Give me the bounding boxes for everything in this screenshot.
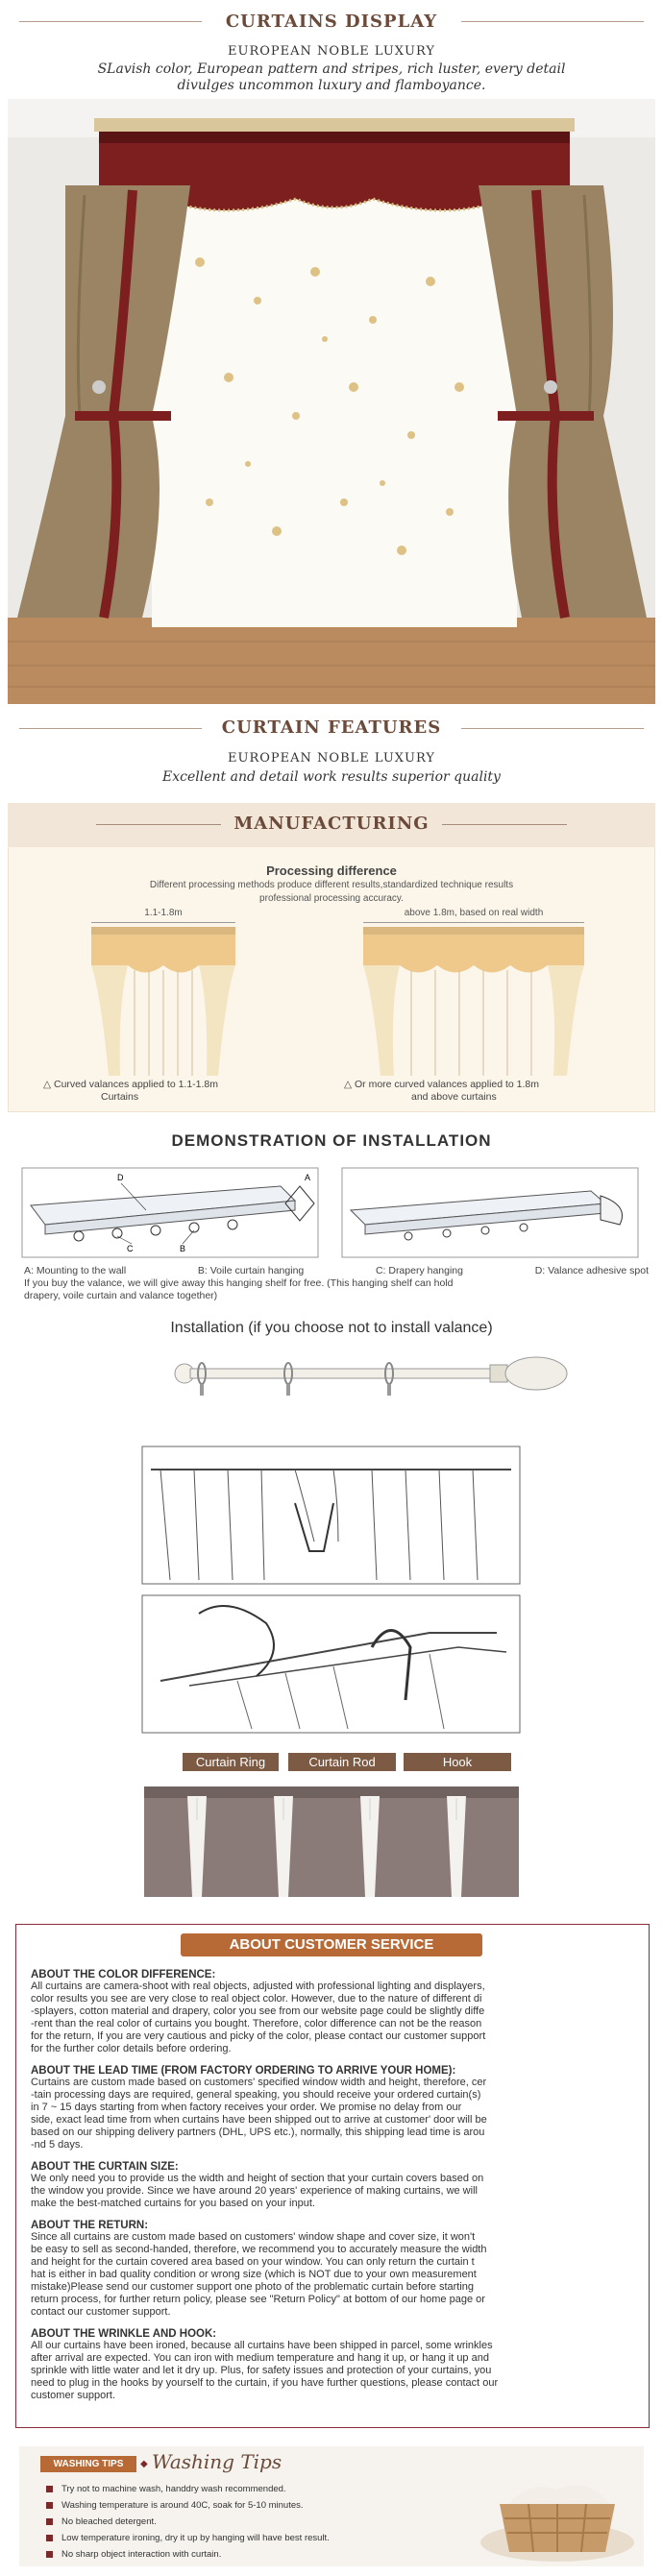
section-line: based on our shipping delivery partners (DHL, UPS etc.), normally, this shipping lead time is arou — [31, 2126, 485, 2138]
section-line: Curtains are custom made based on customers' specified window width and height, therefore, cer — [31, 2077, 487, 2088]
display-desc-2: divulges uncommon luxury and flamboyance. — [177, 78, 486, 93]
right-note — [344, 1079, 632, 1104]
section-heading: ABOUT THE LEAD TIME (FROM FACTORY ORDERING TO ARRIVE YOUR HOME): — [31, 2065, 456, 2077]
diagram-letter-b: B — [180, 1244, 186, 1253]
return-section — [31, 2220, 641, 2319]
right-note-line1: Or more curved valances applied to 1.8m — [355, 1079, 540, 1090]
section-line: for the further color details before ordering. — [31, 2043, 232, 2054]
section-line: be easy to sell as second-handed, therefore, we recommend you to accurately measure the width — [31, 2244, 487, 2255]
bullet-icon — [46, 2535, 53, 2541]
label-hook: Hook — [404, 1753, 511, 1771]
section-line: -nd 5 days. — [31, 2139, 84, 2151]
section-line: Since all curtains are custom made based on customers' window shape and cover size, it won't — [31, 2231, 476, 2243]
section-line: side, exact lead time from when curtains have been shipped out to arrive at customer' door will be — [31, 2114, 487, 2126]
left-note — [43, 1079, 293, 1104]
section-line: contact our customer support. — [31, 2306, 171, 2318]
list-item — [46, 2481, 450, 2497]
section-line: All our curtains have been ironed, because all curtains have been shipped in parcel, some wrinkles — [31, 2340, 493, 2351]
diagram-letter-d: D — [117, 1173, 124, 1182]
features-subtitle: EUROPEAN NOBLE LUXURY — [228, 751, 435, 766]
left-dimension: 1.1-1.8m — [144, 908, 183, 918]
triangle-icon: △ — [43, 1079, 52, 1090]
dimension-line — [91, 922, 235, 923]
bullet-icon — [46, 2502, 53, 2509]
diagram-letter-a: A — [305, 1173, 311, 1182]
large-valance-illustration — [363, 927, 584, 1076]
bullet-icon — [46, 2551, 53, 2558]
right-note-line2: and above curtains — [411, 1091, 497, 1103]
section-line: We only need you to provide us the width and height of section that your curtain covers based on — [31, 2173, 484, 2184]
section-line: -splayers, cotton material and drapery, color you see from our website page could be slightly diffe — [31, 2005, 485, 2017]
list-item — [46, 2546, 450, 2563]
installation-note-line1: If you buy the valance, we will give away this hanging shelf for free. (This hanging shelf can hold — [24, 1277, 454, 1289]
laundry-basket-image — [452, 2451, 644, 2566]
section-heading: ABOUT THE CURTAIN SIZE: — [31, 2161, 179, 2173]
caption-b: B: Voile curtain hanging — [197, 1265, 305, 1276]
manufacturing-title: MANUFACTURING — [233, 814, 430, 834]
section-line: color results you see are very close to real object color. However, due to the nature of different di — [31, 1993, 482, 2005]
section-line: return process, for further return policy, please see "Return Policy" at bottom of our home page or — [31, 2294, 485, 2305]
track-mount-diagram — [21, 1167, 319, 1258]
washing-tips-badge: WASHING TIPS — [40, 2456, 136, 2472]
processing-desc-2: professional processing accuracy. — [259, 893, 404, 904]
section-line: need to plug in the hooks by yourself to the curtain, if you have further questions, please contact our — [31, 2377, 499, 2389]
caption-c: C: Drapery hanging — [375, 1265, 463, 1276]
label-curtain-ring: Curtain Ring — [183, 1753, 279, 1771]
installation-title: DEMONSTRATION OF INSTALLATION — [171, 1131, 492, 1150]
small-valance-illustration — [91, 927, 235, 1076]
processing-desc-1: Different processing methods produce different results,standardized technique results — [149, 880, 514, 890]
curtain-hero-image — [8, 99, 655, 704]
pleat-fabric-illustration — [144, 1777, 519, 1897]
decor-icon: ◆ — [140, 2459, 148, 2469]
diagram-letter-c: C — [127, 1244, 134, 1253]
curtain-illustration — [8, 99, 655, 704]
list-item — [46, 2497, 450, 2514]
section-heading: ABOUT THE COLOR DIFFERENCE: — [31, 1969, 216, 1981]
processing-heading: Processing difference — [266, 863, 397, 878]
section-line: -tain processing days are required, general speaking, you should receive your ordered curtain(s) — [31, 2089, 481, 2101]
section-line: hat is either in bad quality condition or wrong size (which is NOT due to your own measurement — [31, 2269, 477, 2280]
display-desc-1: SLavish color, European pattern and stripes, rich luster, every detail — [97, 61, 566, 77]
list-item — [46, 2514, 450, 2530]
list-item — [46, 2530, 450, 2546]
tip-text: Washing temperature is around 40C, soak for 5-10 minutes. — [61, 2500, 304, 2511]
bullet-icon — [46, 2518, 53, 2525]
caption-d: D: Valance adhesive spot — [534, 1265, 649, 1276]
washing-tips-list — [46, 2481, 450, 2563]
curtain-rod-illustration — [173, 1349, 577, 1407]
section-line: customer support. — [31, 2390, 116, 2401]
right-dimension: above 1.8m, based on real width — [404, 908, 544, 918]
dimension-line — [363, 922, 584, 923]
display-title: CURTAINS DISPLAY — [225, 12, 438, 32]
left-note-line1: Curved valances applied to 1.1-1.8m — [54, 1079, 219, 1090]
bullet-icon — [46, 2486, 53, 2492]
section-line: -rent than the real color of curtains you bought. Therefore, color difference can not be the reason — [31, 2018, 482, 2029]
track-assembled-diagram — [341, 1167, 639, 1258]
installation-note — [24, 1277, 649, 1302]
tip-text: Low temperature ironing, dry it up by hanging will have best result. — [61, 2533, 330, 2543]
section-line: All curtains are camera-shoot with real objects, adjusted with professional lighting and displayers, — [31, 1981, 485, 1992]
customer-service-title: ABOUT CUSTOMER SERVICE — [181, 1933, 482, 1956]
features-title: CURTAIN FEATURES — [221, 717, 442, 738]
wrinkle-hook-section — [31, 2328, 641, 2402]
lead-time-section — [31, 2065, 641, 2151]
section-line: in 7 ~ 15 days starting from when factory receives your order. We promise no delay from our — [31, 2102, 462, 2113]
color-difference-section — [31, 1969, 641, 2055]
section-line: and height for the curtain covered area based on your window. You can only return the curtain t — [31, 2256, 475, 2268]
section-line: after arrival are expected. You can iron with medium temperature and hang it up, or hang it up and — [31, 2352, 489, 2364]
section-line: the window you provide. Since we have around 20 years' experience of making curtains, we will — [31, 2185, 478, 2197]
section-line: sprinkle with little water and let it dry up. Plus, for safety issues and protection of your curtains, you — [31, 2365, 492, 2376]
section-heading: ABOUT THE RETURN: — [31, 2220, 149, 2231]
pleat-sketch — [141, 1446, 521, 1585]
section-line: mistake)Please send our customer support one photo of the problematic curtain before starting — [31, 2281, 475, 2293]
display-subtitle: EUROPEAN NOBLE LUXURY — [228, 44, 435, 59]
left-note-line2: Curtains — [101, 1091, 139, 1103]
curtain-size-section — [31, 2161, 641, 2210]
section-line: for the return, If you are very cautious and picky of the color, please contact our customer support — [31, 2030, 486, 2042]
installation-note-line2: drapery, voile curtain and valance together) — [24, 1290, 218, 1301]
section-line: make the best-matched curtains for you based on your input. — [31, 2198, 315, 2209]
no-valance-title: Installation (if you choose not to install valance) — [170, 1320, 493, 1336]
features-tagline: Excellent and detail work results superior quality — [162, 769, 501, 785]
tip-text: No bleached detergent. — [61, 2516, 157, 2527]
tip-text: No sharp object interaction with curtain. — [61, 2549, 222, 2560]
installation-captions — [24, 1265, 649, 1276]
triangle-icon: △ — [344, 1079, 353, 1090]
hook-sketch — [141, 1594, 521, 1734]
section-heading: ABOUT THE WRINKLE AND HOOK: — [31, 2328, 217, 2340]
service-content — [31, 1969, 641, 2402]
washing-tips-script: Washing Tips — [152, 2450, 282, 2473]
caption-a: A: Mounting to the wall — [24, 1265, 127, 1276]
label-curtain-rod: Curtain Rod — [288, 1753, 396, 1771]
tip-text: Try not to machine wash, handdry wash recommended. — [61, 2484, 286, 2494]
